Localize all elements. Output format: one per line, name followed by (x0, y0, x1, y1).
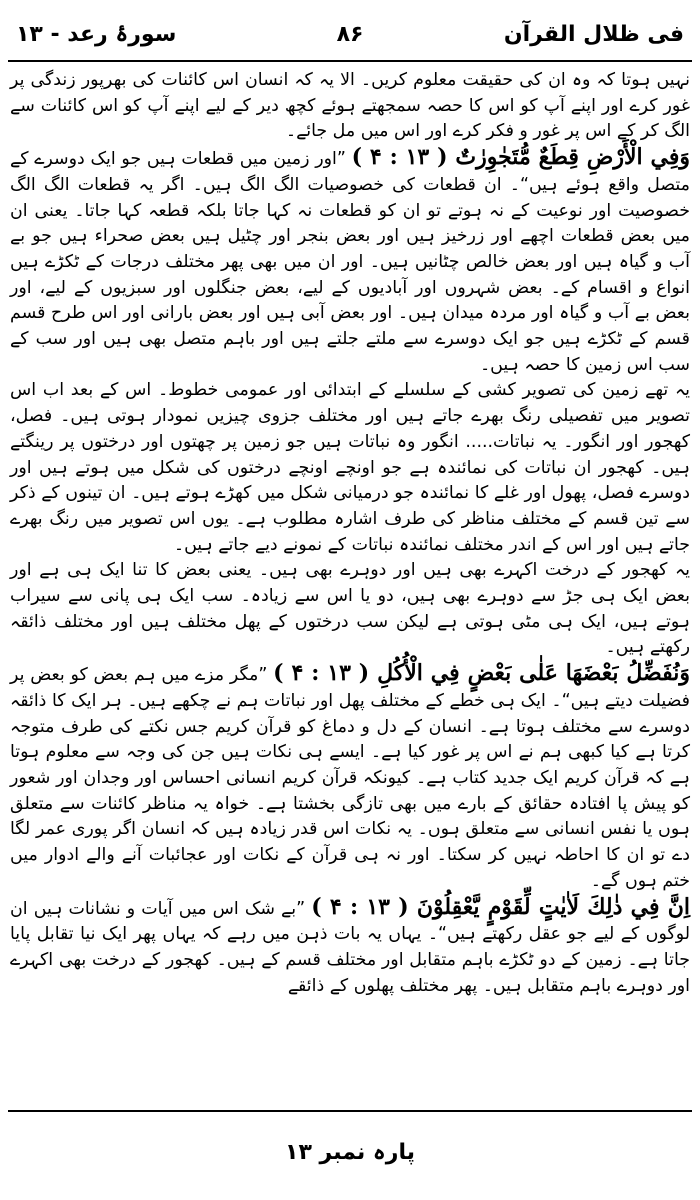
quran-verse: وَنُفَضِّلُ بَعْضَهَا عَلٰى بَعْضٍ فِي الْأُكُلِ ( ۱۳ : ۴ ) (273, 660, 690, 687)
page-header (16, 22, 684, 56)
paragraph-text: یہ تھے زمین کی تصویر کشی کے سلسلے کے ابتدائی اور عمومی خطوط۔ اس کے بعد اب اس تصویر میں تفصیلی رنگ بھرے جاتے ہیں اور مختلف جزوی چیزیں نمودار ہوتی ہیں۔ فصل، کھجور اور انگور۔ یہ نباتات..... انگور وہ نباتات ہیں جو زمین پر چھتوں اور درختوں پر رینگتے ہیں۔ کھجور ان نباتات کی نمائندہ ہے جو اونچے اونچے درختوں کی شکل میں ہوتے ہیں اور دوسرے فصل، پھول اور غلے کا نمائندہ جو درمیانی شکل میں کھڑے ہوتے ہیں۔ ان تینوں کے ذکر سے تین قسم کے مختلف مناظر کی طرف اشارہ مطلوب ہے۔ یوں اس تصویر میں رنگ بھرے جاتے ہیں اور اس کے اندر مختلف نمائندہ نباتات کے نمونے دیے جاتے ہیں۔ (10, 380, 690, 555)
paragraph-4 (10, 558, 690, 661)
book-title: فی ظلال القرآن (503, 22, 684, 47)
paragraph-3 (10, 378, 690, 558)
quran-verse: وَفِي الْأَرْضِ قِطَعٌ مُّتَجٰوِرٰتٌ ( ۱۳ : ۴ ) (351, 144, 690, 171)
paragraph-1 (10, 68, 690, 145)
footer-rule (8, 1110, 692, 1112)
paragraph-text: یہ کھجور کے درخت اکہرے بھی ہیں اور دوہرے بھی ہیں۔ یعنی بعض کا تنا ایک ہی ہے اور بعض ایک ہی جڑ سے دوہرے بھی ہیں، دو یا اس سے زیادہ۔ سب ایک ہی پانی سے سیراب ہوتے ہیں، ایک ہی مٹی ہوتی ہے لیکن سب درختوں کے پھل مختلف ہیں اور مختلف ذائقہ رکھتے ہیں۔ (10, 560, 690, 658)
header-rule (8, 60, 692, 62)
paragraph-text: ”اور زمین میں قطعات ہیں جو ایک دوسرے کے متصل واقع ہوئے ہیں“۔ ان قطعات کی خصوصیات الگ الگ ہیں۔ اگر یہ قطعات الگ الگ خصوصیت اور نوعیت کے نہ ہوتے تو ان کو قطعات نہ کہا جاتا بلکہ قطعہ کہا جاتا۔ یعنی ان میں بعض قطعات اچھے اور زرخیز ہیں اور بعض بنجر اور چٹیل ہیں بعض صحراء ہیں جو بے آب و گیاہ ہیں اور بعض خالص چٹانیں ہیں۔ اور ان میں بھی پھر مختلف درجات کے ٹکڑے ہیں انواع و اقسام کے۔ بعض شہروں اور آبادیوں کے لیے، بعض جنگلوں اور سبزیوں کے لیے، اور بعض بے آب و گیاہ اور مردہ میدان ہیں۔ اور بعض آبی ہیں اور بعض بارانی اور اس طرح قسم قسم کے ٹکڑے ہیں جو ایک دوسرے سے ملتے جلتے ہیں اور باہم متصل بھی ہیں اور سب کے سب اس زمین کا حصہ ہیں۔ (10, 149, 690, 375)
paragraph-5 (10, 661, 690, 894)
surah-reference: سورۂ رعد - ۱۳ (16, 22, 177, 47)
paragraph-text: نہیں ہوتا کہ وہ ان کی حقیقت معلوم کریں۔ الا یہ کہ انسان اس کائنات کی بھرپور زندگی پر غور کرے اور اپنے آپ کو اس کا حصہ سمجھتے ہوئے کچھ دیر کے لیے اپنے آپ کو اس کائنات سے الگ کر کے اس پر غور و فکر کرے اور اس میں مل جائے۔ (10, 70, 690, 142)
paragraph-6 (10, 895, 690, 1000)
quran-verse: اِنَّ فِي ذٰلِكَ لَاٰيٰتٍ لِّقَوْمٍ يَّعْقِلُوْنَ ( ۱۳ : ۴ ) (311, 893, 690, 920)
para-number: پارہ نمبر ۱۳ (285, 1140, 415, 1165)
paragraph-2 (10, 145, 690, 378)
body-text (10, 68, 690, 999)
page-number: ۸۶ (336, 22, 364, 47)
paragraph-text: ”مگر مزے میں ہم بعض کو بعض پر فضیلت دیتے ہیں“۔ ایک ہی خطے کے مختلف پھل اور نباتات ہم نے چکھے ہیں۔ ہر ایک کا ذائقہ دوسرے سے مختلف ہوتا ہے۔ انسان کے دل و دماغ کو قرآن کریم جس نکتے کی طرف متوجہ کرتا ہے کیا کبھی ہم نے اس پر غور کیا ہے۔ ایسے ہی نکات ہیں جن کی وجہ سے معلوم ہوتا ہے کہ قرآن کریم ایک جدید کتاب ہے۔ کیونکہ قرآن کریم انسانی احساس اور وجدان اور شعور کو پیش پا افتادہ حقائق کے بارے میں بھی تازگی بخشتا ہے۔ خواہ یہ مناظر کائنات سے متعلق ہوں یا نفس انسانی سے متعلق ہوں۔ یہ نکات اس قدر زیادہ ہیں کہ انسان اگر پوری عمر لگا دے تو ان کا احاطہ نہیں کر سکتا۔ اور نہ ہی قرآن کے نکات اور عجائبات آنے والے ادوار میں ختم ہوں گے۔ (10, 665, 690, 891)
paragraph-text: ”بے شک اس میں آیات و نشانات ہیں ان لوگوں کے لیے جو عقل رکھتے ہیں“۔ یہاں یہ بات ذہن میں رہے کہ یہاں پھر ایک نیا تقابل پایا جاتا ہے۔ زمین کے دو ٹکڑے باہم متقابل اور مختلف قسم کے ہیں۔ کھجور کے درخت بھی اکہرے اور دوہرے باہم متقابل ہیں۔ پھر مختلف پھلوں کے ذائقے (10, 898, 690, 996)
